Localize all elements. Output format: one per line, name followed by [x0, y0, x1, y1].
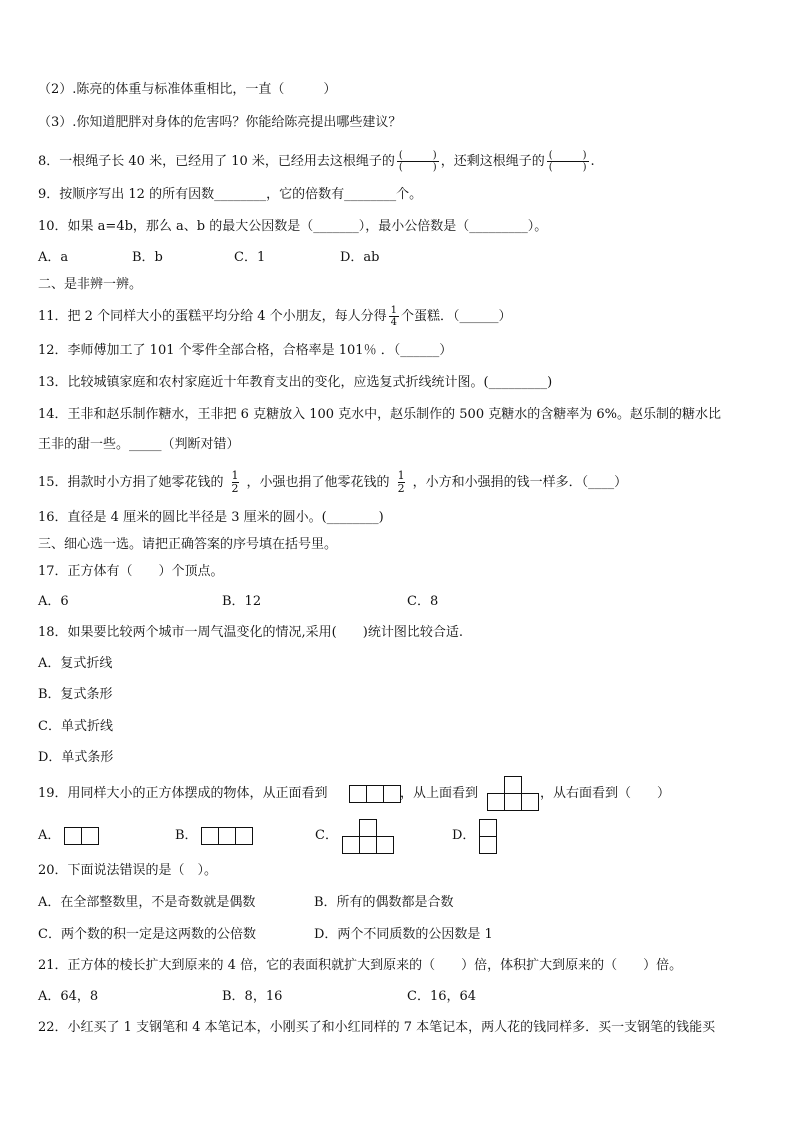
- q19-option-d-figure: [479, 819, 497, 855]
- q21-option-c: C．16，64: [407, 989, 477, 1004]
- q20-option-a: A．在全部整数里，不是奇数就是偶数: [38, 895, 256, 910]
- q19-option-b: B．: [175, 828, 198, 843]
- q19-stem-part-3: ，从右面看到（ ）: [540, 786, 671, 801]
- question-15: 15．捐款时小方捐了她零花钱的 $\frac{1}{2}$ ，小强也捐了他零花钱的 $\frac{1}{2}$ ，小方和小强捐的钱一样多．（____）: [38, 469, 628, 495]
- q19-stem-part-1: 19．用同样大小的正方体摆成的物体，从正面看到: [38, 786, 328, 801]
- question-16: 16．直径是 4 厘米的圆比半径是 3 厘米的圆小。(________): [38, 510, 384, 525]
- question-22: 22．小红买了 1 支钢笔和 4 本笔记本，小刚买了和小红同样的 7 本笔记本，两人花的钱同样多．买一支钢笔的钱能买: [38, 1020, 716, 1035]
- q19-front-view-figure: [349, 785, 403, 803]
- q19-option-d: D．: [452, 828, 476, 843]
- q20-option-c: C．两个数的积一定是这两数的公倍数: [38, 927, 256, 942]
- q18-option-b: B．复式条形: [38, 687, 113, 702]
- q8-blank-fraction-1: $\frac{( )}{( )}$: [398, 150, 437, 173]
- question-10: 10．如果 a=4b，那么 a、b 的最大公因数是（_______），最小公倍数是（_________）。: [38, 219, 548, 234]
- q21-option-a: A．64，8: [38, 989, 99, 1004]
- q8-mid: ，还剩这根绳子的: [440, 154, 545, 169]
- q19-option-b-figure: [201, 827, 255, 845]
- q17-option-c: C．8: [407, 594, 439, 609]
- q10-option-b: B．b: [132, 250, 163, 265]
- question-14-line-1: 14．王非和赵乐制作糖水，王非把 6 克糖放入 100 克水中，赵乐制作的 500 克糖水的含糖率为 6%。赵乐制的糖水比: [38, 407, 721, 422]
- question-8: 8．一根绳子长 40 米，已经用了 10 米，已经用去这根绳子的 $\frac{( )}{( )}$ ，还剩这根绳子的 $\frac{( )}{( )}$ .: [38, 150, 595, 173]
- q7-part2: （2）.陈亮的体重与标准体重相比，一直（ ）: [38, 82, 337, 97]
- question-13: 13．比较城镇家庭和农村家庭近十年教育支出的变化，应选复式折线统计图。(_________): [38, 375, 553, 390]
- q19-stem-part-2: ，从上面看到: [400, 786, 479, 801]
- q19-option-a-figure: [64, 827, 100, 845]
- q17-option-a: A．6: [38, 594, 69, 609]
- q20-option-b: B．所有的偶数都是合数: [314, 895, 454, 910]
- question-21: 21．正方体的棱长扩大到原来的 4 倍，它的表面积就扩大到原来的（ ）倍，体积扩大到原来的（ ）倍。: [38, 958, 683, 973]
- q15-fraction-1: $\frac{1}{2}$: [231, 469, 239, 495]
- q19-option-c-figure: [342, 819, 396, 855]
- question-18: 18．如果要比较两个城市一周气温变化的情况,采用( )统计图比较合适.: [38, 625, 463, 640]
- question-20: 20．下面说法错误的是（ ）。: [38, 863, 218, 878]
- q11-fraction: $\frac{1}{4}$: [390, 305, 397, 328]
- q18-option-c: C．单式折线: [38, 719, 113, 734]
- q19-option-a: A．: [38, 828, 61, 843]
- q18-option-a: A．复式折线: [38, 656, 113, 671]
- question-14-line-2: 王非的甜一些。_____（判断对错）: [38, 437, 240, 452]
- q10-option-c: C．1: [234, 250, 266, 265]
- q15-fraction-2: $\frac{1}{2}$: [397, 469, 405, 495]
- q18-option-d: D．单式条形: [38, 750, 114, 765]
- question-17: 17．正方体有（ ）个顶点。: [38, 564, 224, 579]
- section-3-heading: 三、细心选一选。请把正确答案的序号填在括号里。: [38, 537, 338, 552]
- question-11: 11．把 2 个同样大小的蛋糕平均分给 4 个小朋友，每人分得 $\frac{1}{4}$ 个蛋糕．（______）: [38, 305, 512, 328]
- q19-top-view-figure: [487, 776, 541, 812]
- q8-blank-fraction-2: $\frac{( )}{( )}$: [548, 150, 587, 173]
- q21-option-b: B．8，16: [222, 989, 283, 1004]
- q8-stem: 8．一根绳子长 40 米，已经用了 10 米，已经用去这根绳子的: [38, 154, 395, 169]
- q10-option-a: A．a: [38, 250, 69, 265]
- q17-option-b: B．12: [222, 594, 262, 609]
- q7-part3: （3）.你知道肥胖对身体的危害吗？你能给陈亮提出哪些建议？: [38, 115, 402, 130]
- q19-option-c: C．: [315, 828, 338, 843]
- question-9: 9．按顺序写出 12 的所有因数________，它的倍数有________个。: [38, 187, 423, 202]
- question-12: 12．李师傅加工了 101 个零件全部合格，合格率是 101％ ．（______）: [38, 343, 453, 358]
- q20-option-d: D．两个不同质数的公因数是 1: [314, 927, 493, 942]
- q10-option-d: D．ab: [340, 250, 380, 265]
- section-2-heading: 二、是非辨一辨。: [38, 277, 143, 292]
